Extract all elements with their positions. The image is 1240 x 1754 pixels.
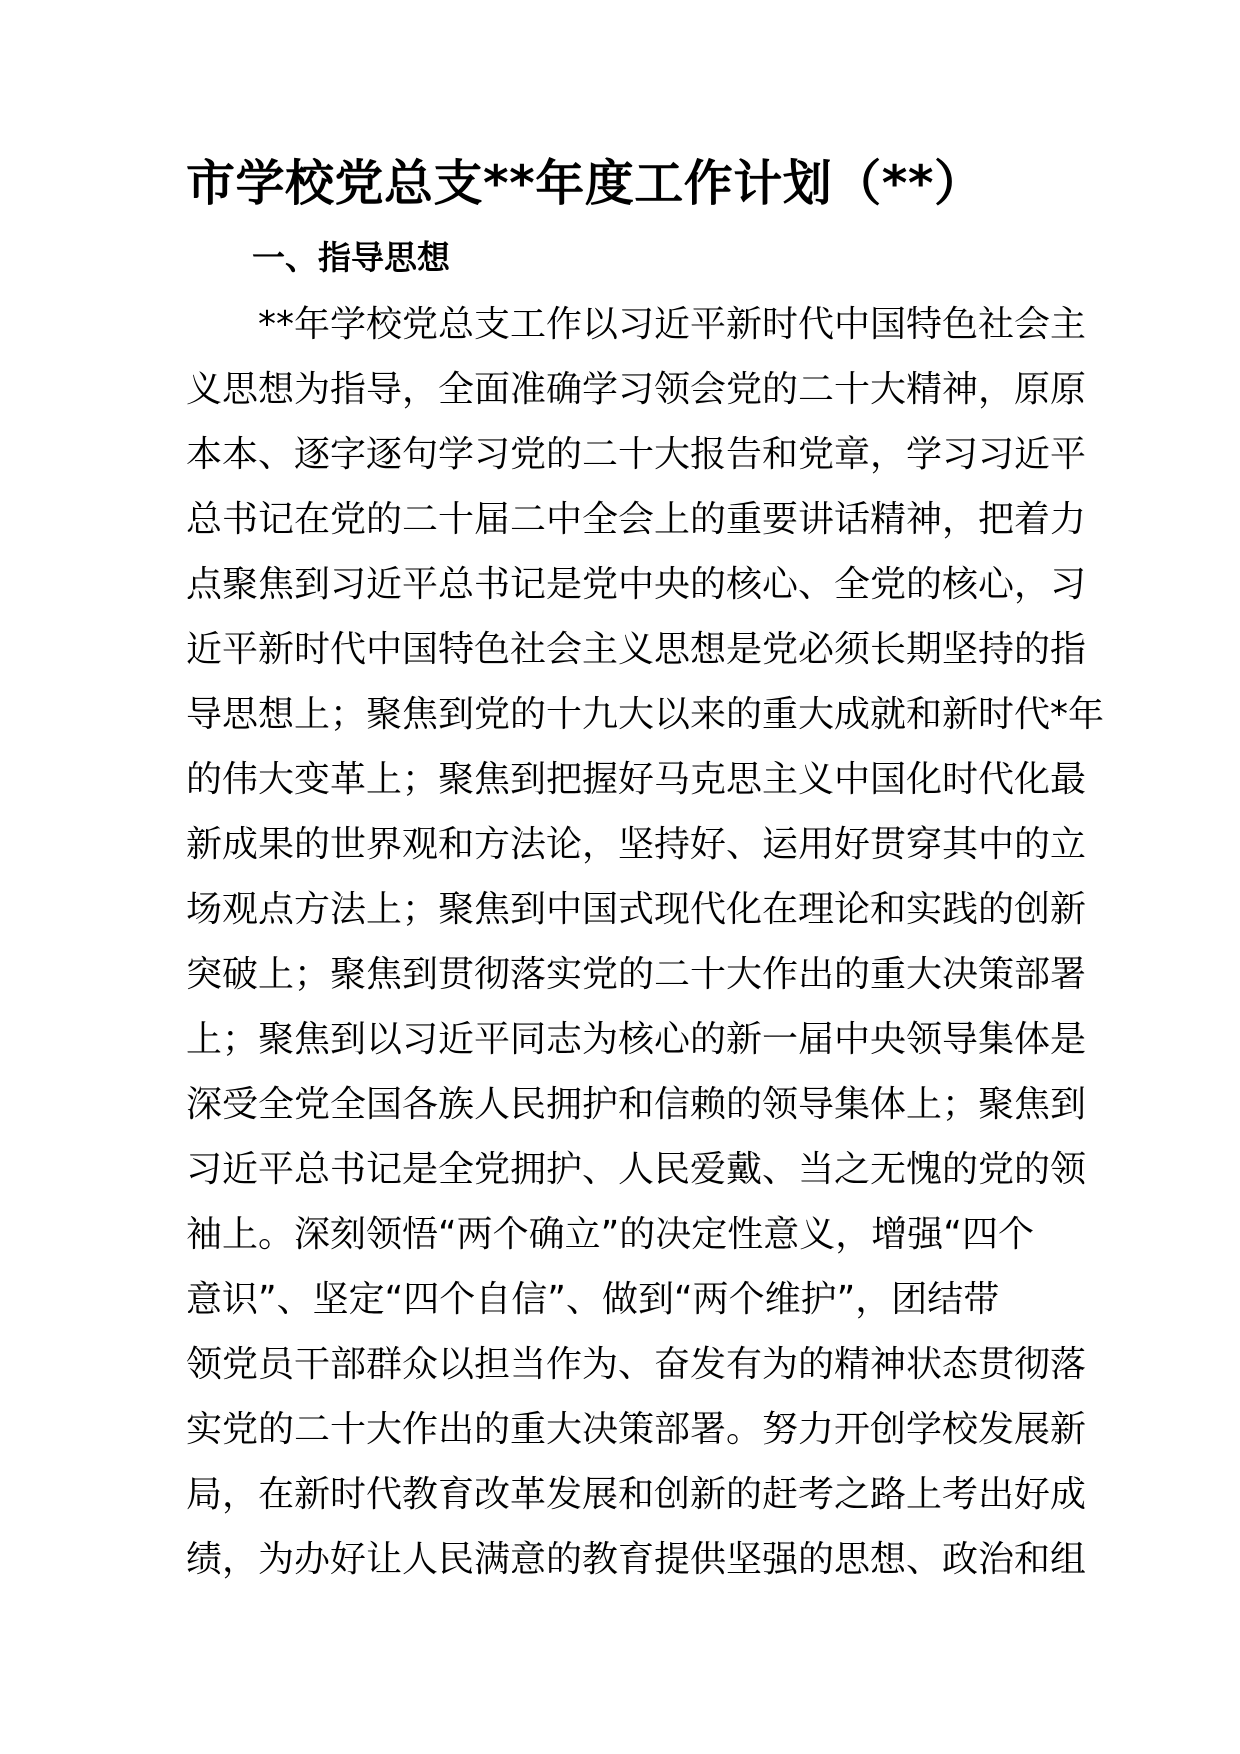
paragraph-line: 意识”、坚定“四个自信”、做到“两个维护”，团结带	[186, 1279, 1000, 1320]
paragraph-line: 总书记在党的二十届二中全会上的重要讲话精神，把着力	[186, 499, 1087, 540]
paragraph-line: 近平新时代中国特色社会主义思想是党必须长期坚持的指	[186, 629, 1087, 670]
paragraph-line: 场观点方法上；聚焦到中国式现代化在理论和实践的创新	[186, 889, 1087, 930]
paragraph-line: 深受全党全国各族人民拥护和信赖的领导集体上；聚焦到	[186, 1084, 1087, 1125]
paragraph-line: 点聚焦到习近平总书记是党中央的核心、全党的核心，习	[186, 564, 1087, 605]
paragraph-line: 领党员干部群众以担当作为、奋发有为的精神状态贯彻落	[186, 1344, 1087, 1385]
paragraph-line: 导思想上；聚焦到党的十九大以来的重大成就和新时代*年	[186, 694, 1105, 735]
paragraph-line: 上；聚焦到以习近平同志为核心的新一届中央领导集体是	[186, 1019, 1087, 1060]
section-heading: 一、指导思想	[252, 238, 450, 277]
paragraph-line: 实党的二十大作出的重大决策部署。努力开创学校发展新	[186, 1409, 1087, 1450]
paragraph-line: 突破上；聚焦到贯彻落实党的二十大作出的重大决策部署	[186, 954, 1087, 995]
paragraph	[186, 292, 1105, 1592]
document-title: 市学校党总支**年度工作计划（**）	[186, 155, 984, 212]
paragraph-line: **年学校党总支工作以习近平新时代中国特色社会主	[258, 304, 1087, 345]
paragraph-line: 袖上。深刻领悟“两个确立”的决定性意义，增强“四个	[186, 1214, 1034, 1255]
paragraph-line: 本本、逐字逐句学习党的二十大报告和党章，学习习近平	[186, 434, 1087, 475]
paragraph-line: 义思想为指导，全面准确学习领会党的二十大精神，原原	[186, 369, 1087, 410]
paragraph-line: 新成果的世界观和方法论，坚持好、运用好贯穿其中的立	[186, 824, 1087, 865]
paragraph-line: 绩，为办好让人民满意的教育提供坚强的思想、政治和组	[186, 1539, 1087, 1580]
document-content	[186, 148, 1105, 1592]
paragraph-line: 的伟大变革上；聚焦到把握好马克思主义中国化时代化最	[186, 759, 1087, 800]
paragraph-line: 习近平总书记是全党拥护、人民爱戴、当之无愧的党的领	[186, 1149, 1087, 1190]
paragraph-line: 局，在新时代教育改革发展和创新的赶考之路上考出好成	[186, 1474, 1087, 1515]
